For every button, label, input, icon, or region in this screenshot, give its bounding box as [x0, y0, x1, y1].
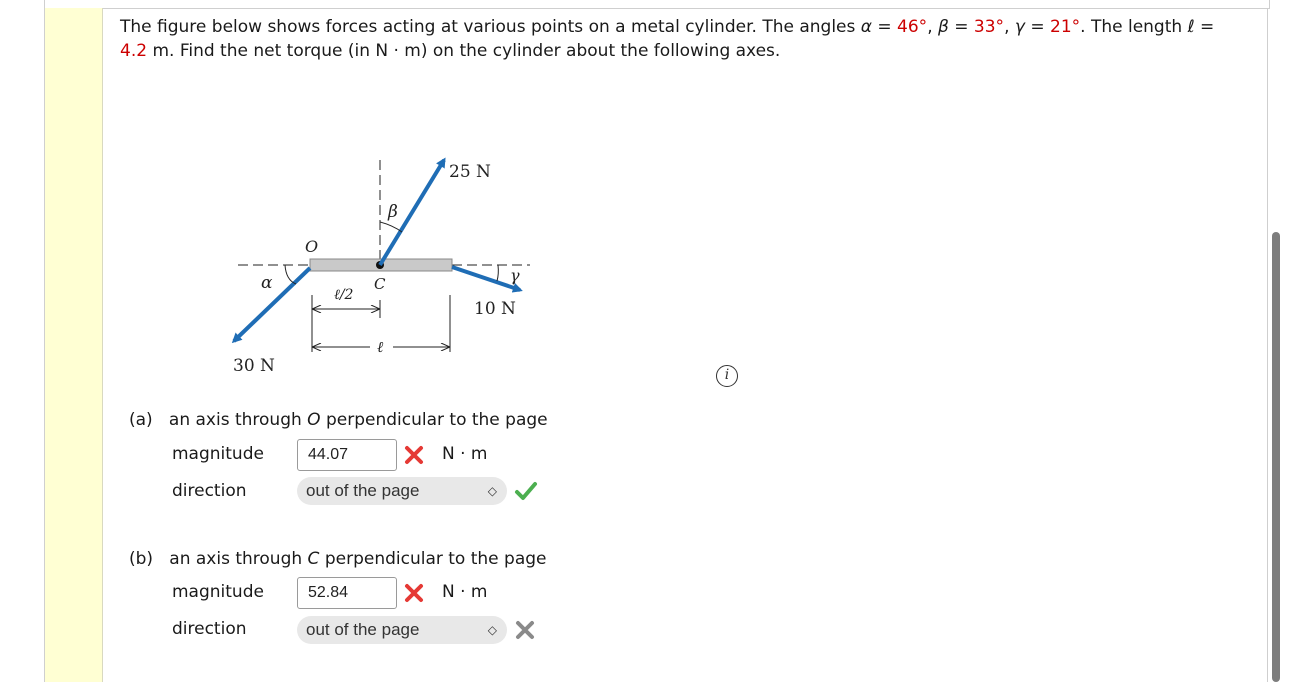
part-a-direction-value: out of the page	[306, 481, 420, 500]
part-a-unit: N · m	[442, 444, 488, 464]
part-a-incorrect-icon	[404, 445, 424, 465]
info-icon[interactable]: i	[716, 365, 738, 387]
force-label-30n: 30 N	[233, 356, 275, 376]
top-border	[44, 0, 1270, 9]
part-b-direction-value: out of the page	[306, 620, 420, 639]
point-label-c: C	[374, 275, 386, 293]
angle-label-gamma: γ	[510, 266, 520, 285]
dimension-label-half-length: ℓ/2	[334, 287, 354, 303]
part-b-magnitude-label: magnitude	[172, 582, 264, 602]
part-a-direction-label: direction	[172, 481, 247, 501]
part-b-incorrect-icon	[404, 583, 424, 603]
part-b-label: (b)	[129, 549, 154, 569]
question-text: The figure below shows forces acting at various points on a metal cylinder. The angles α = 46°, β = 33°, γ = 21°. The length ℓ = 4.2 m. Find the net torque (in N · m) on the cylinder about the following axes.	[120, 17, 1215, 61]
force-label-10n: 10 N	[474, 299, 516, 319]
part-a-label: (a)	[129, 410, 153, 430]
force-label-25n: 25 N	[449, 162, 491, 182]
question-margin	[44, 8, 103, 682]
scrollbar[interactable]	[1272, 232, 1280, 682]
part-a-magnitude-label: magnitude	[172, 444, 264, 464]
part-a-direction-select[interactable]	[297, 477, 507, 505]
point-label-o: O	[305, 237, 319, 256]
dimension-label-length: ℓ	[377, 338, 384, 356]
part-b-unanswered-icon	[515, 620, 535, 640]
cylinder-force-diagram	[225, 150, 555, 385]
part-b-magnitude-input[interactable]: 52.84	[297, 577, 397, 609]
part-b-direction-label: direction	[172, 619, 247, 639]
angle-arc-gamma	[497, 265, 498, 281]
select-arrows-icon: ◇	[487, 484, 497, 498]
part-a-correct-icon	[514, 481, 538, 501]
angle-label-alpha: α	[261, 273, 273, 293]
part-a-prompt: (a) an axis through O perpendicular to the page	[129, 410, 548, 430]
angle-label-beta: β	[388, 202, 398, 222]
part-b-direction-select[interactable]	[297, 616, 507, 644]
part-a-magnitude-input[interactable]: 44.07	[297, 439, 397, 471]
right-border	[1267, 8, 1268, 682]
part-b-prompt: (b) an axis through C perpendicular to the page	[129, 549, 547, 569]
part-b-unit: N · m	[442, 582, 488, 602]
select-arrows-icon: ◇	[487, 623, 497, 637]
